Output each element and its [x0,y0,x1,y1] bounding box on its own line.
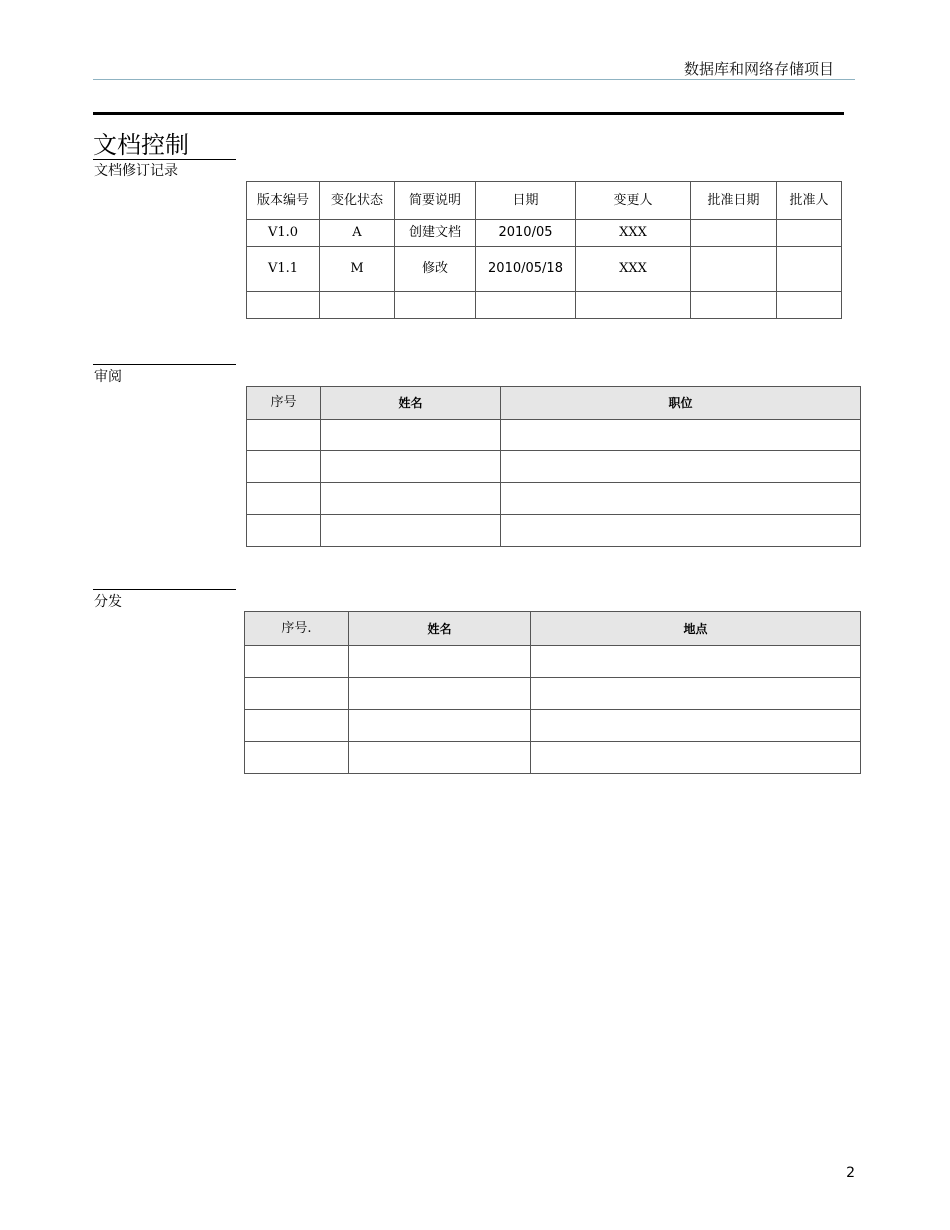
cell [691,247,777,292]
cell [576,292,691,319]
revision-header-row [247,182,842,220]
cell [531,678,861,710]
col-description: 简要说明 [395,182,476,220]
cell: XXX [576,247,691,292]
cell [321,515,501,547]
cell [349,742,531,774]
cell [247,451,321,483]
cell [247,292,320,319]
cell [321,420,501,451]
cell [247,515,321,547]
cell [245,710,349,742]
cell [245,646,349,678]
table-row [247,292,842,319]
distribution-header-row [245,612,861,646]
distribution-section-label: 分发 [94,594,122,610]
col-index: 序号 [247,387,321,420]
cell [245,678,349,710]
col-date: 日期 [476,182,576,220]
cell: XXX [576,220,691,247]
cell [531,742,861,774]
cell [349,678,531,710]
review-header-row [247,387,861,420]
cell [531,646,861,678]
table-row [247,483,861,515]
title-underline [93,159,236,160]
cell: V1.1 [247,247,320,292]
cell: 2010/05 [476,220,576,247]
review-rule [93,364,236,365]
cell [777,292,842,319]
cell: V1.0 [247,220,320,247]
cell: 创建文档 [395,220,476,247]
table-row [245,710,861,742]
cell [321,483,501,515]
table-row [247,515,861,547]
cell: 修改 [395,247,476,292]
header-project-title: 数据库和网络存储项目 [683,60,834,78]
col-name: 姓名 [321,387,501,420]
cell [531,710,861,742]
cell [501,451,861,483]
col-index: 序号. [245,612,349,646]
col-version: 版本编号 [247,182,320,220]
cell [777,247,842,292]
review-table [246,386,861,547]
cell [247,420,321,451]
col-change-status: 变化状态 [320,182,395,220]
col-position: 职位 [501,387,861,420]
table-row [247,420,861,451]
cell [321,451,501,483]
col-approver: 批准人 [777,182,842,220]
cell: M [320,247,395,292]
cell: 2010/05/18 [476,247,576,292]
page-title: 文档控制 [93,131,189,159]
table-row [245,678,861,710]
cell: A [320,220,395,247]
col-location: 地点 [531,612,861,646]
table-row [247,451,861,483]
title-rule [93,112,844,115]
cell [501,515,861,547]
cell [245,742,349,774]
revision-section-label: 文档修订记录 [94,163,178,179]
col-changed-by: 变更人 [576,182,691,220]
table-row [247,247,842,292]
cell [395,292,476,319]
cell [691,220,777,247]
distribution-rule [93,589,236,590]
cell [476,292,576,319]
table-row [247,220,842,247]
header-divider [93,79,855,80]
cell [501,420,861,451]
distribution-table [244,611,861,774]
table-row [245,646,861,678]
cell [691,292,777,319]
cell [349,710,531,742]
cell [349,646,531,678]
page-number: 2 [846,1165,855,1181]
cell [777,220,842,247]
cell [320,292,395,319]
col-name: 姓名 [349,612,531,646]
col-approval-date: 批准日期 [691,182,777,220]
review-section-label: 审阅 [94,369,122,385]
cell [501,483,861,515]
table-row [245,742,861,774]
revision-table [246,181,842,319]
cell [247,483,321,515]
